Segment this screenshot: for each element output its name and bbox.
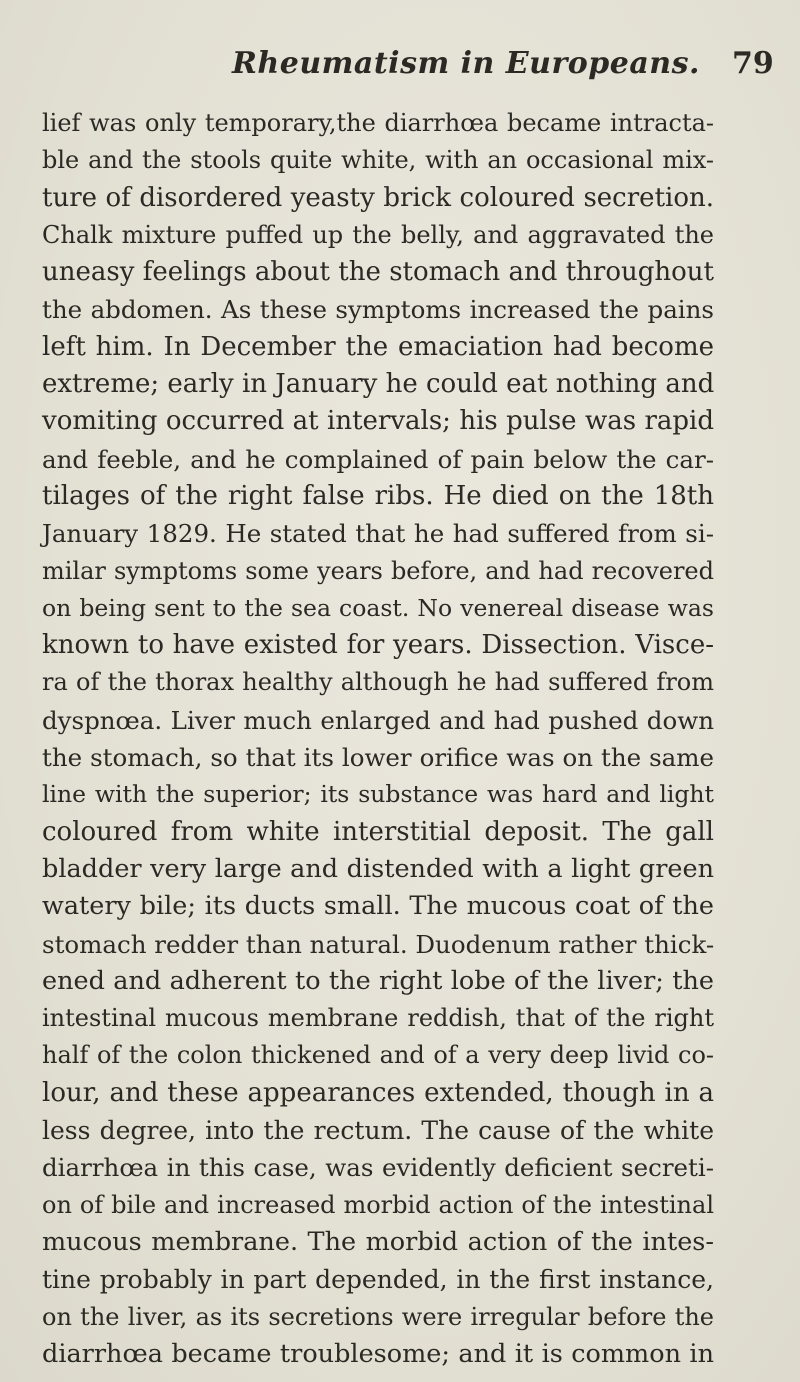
text-line: half of the colon thickened and of a very deep livid co- <box>42 1041 714 1070</box>
page-number: 79 <box>732 46 774 81</box>
text-line: mucous membrane. The morbid action of the intes- <box>42 1226 714 1257</box>
text-line: uneasy feelings about the stomach and throughout <box>42 257 714 288</box>
text-line: diarrhœa in this case, was evidently deficient secreti- <box>42 1153 714 1183</box>
text-line: ture of disordered yeasty brick coloured secretion. <box>42 182 714 213</box>
text-line: January 1829. He stated that he had suffered from si- <box>42 519 714 549</box>
text-line: Chalk mixture puffed up the belly, and aggravated the <box>42 220 714 249</box>
text-line: on of bile and increased morbid action of the intestinal <box>42 1190 714 1219</box>
text-line: on being sent to the sea coast. No venereal disease was <box>42 593 714 622</box>
text-line: watery bile; its ducts small. The mucous coat of the <box>42 891 714 922</box>
text-line: less degree, into the rectum. The cause of the white <box>42 1116 714 1146</box>
text-line: ra of the thorax healthy although he had suffered from <box>42 668 714 697</box>
text-line: the stomach, so that its lower orifice was on the same <box>42 743 714 773</box>
text-line: on the liver, as its secretions were irregular before the <box>42 1302 714 1331</box>
text-line: diarrhœa became troublesome; and it is common in <box>42 1338 714 1369</box>
running-title: Rheumatism in Europeans. <box>232 46 700 81</box>
text-line: extreme; early in January he could eat nothing and <box>42 369 715 400</box>
text-line: lour, and these appearances extended, though in a <box>42 1077 714 1108</box>
text-line: left him. In December the emaciation had become <box>42 331 714 362</box>
text-line: line with the superior; its substance was hard and light <box>42 780 714 809</box>
running-head <box>0 46 800 86</box>
text-line: known to have existed for years. Dissection. Visce- <box>42 630 714 661</box>
text-line: intestinal mucous membrane reddish, that of the right <box>42 1004 714 1033</box>
text-line: and feeble, and he complained of pain below the car- <box>42 444 714 474</box>
text-line: stomach redder than natural. Duodenum rather thick- <box>42 929 715 959</box>
text-line: lief was only temporary,the diarrhœa became intracta- <box>42 109 714 137</box>
text-line: ble and the stools quite white, with an occasional mix- <box>42 146 714 175</box>
text-line: tine probably in part depended, in the first instance, <box>42 1265 714 1295</box>
text-line: milar symptoms some years before, and had recovered <box>42 556 714 585</box>
text-line: bladder very large and distended with a light green <box>42 853 714 884</box>
text-line: coloured from white interstitial deposit. The gall <box>42 816 714 847</box>
body-text <box>42 105 714 1373</box>
text-line: vomiting occurred at intervals; his pulse was rapid <box>42 406 714 437</box>
text-line: tilages of the right false ribs. He died on the 18th <box>42 480 714 511</box>
text-line: the abdomen. As these symptoms increased the pains <box>42 295 714 325</box>
text-line: ened and adherent to the right lobe of the liver; the <box>42 965 714 996</box>
text-line: dyspnœa. Liver much enlarged and had pushed down <box>42 705 714 735</box>
